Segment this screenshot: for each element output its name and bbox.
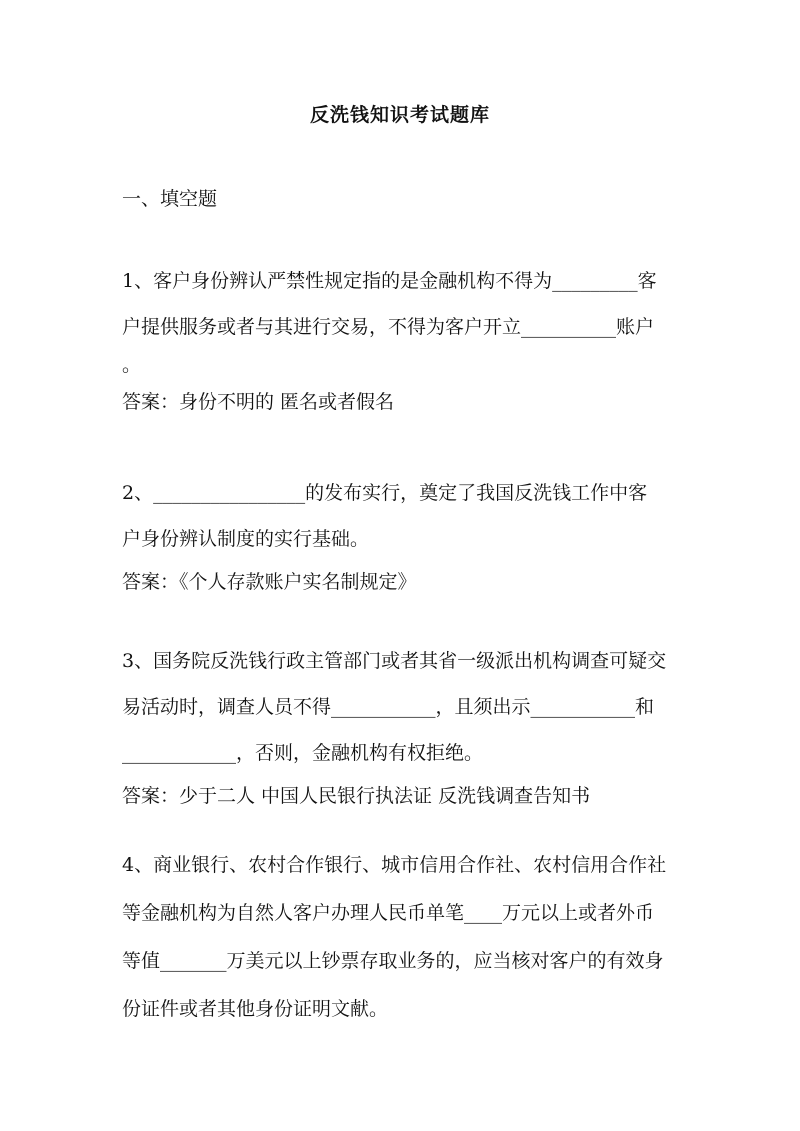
document-title: 反洗钱知识考试题库 [309,104,490,126]
question-line: 户提供服务或者与其进行交易，不得为客户开立__________账户 [122,316,655,338]
question-line: 易活动时，调查人员不得___________，且须出示___________和 [122,696,655,718]
question-line: 户身份辨认制度的实行基础。 [122,528,370,550]
question-line: 等金融机构为自然人客户办理人民币单笔____万元以上或者外币 [122,902,655,924]
question-line: 3、国务院反洗钱行政主管部门或者其省一级派出机构调查可疑交 [122,650,667,672]
section-heading: 一、填空题 [122,188,218,210]
question-line: ____________，否则，金融机构有权拒绝。 [122,742,484,764]
question-line: 2、________________的发布实行，奠定了我国反洗钱工作中客 [122,482,648,504]
question-1 [122,262,682,422]
answer-text: 答案：《个人存款账户实名制规定》 [122,571,417,593]
answer-text: 答案：身份不明的 匿名或者假名 [122,391,395,413]
question-line: 等值_______万美元以上钞票存取业务的，应当核对客户的有效身 [122,950,664,972]
question-line: 。 [122,354,142,376]
question-line: 4、商业银行、农村合作银行、城市信用合作社、农村信用合作社 [122,854,667,876]
question-line: 1、客户身份辨认严禁性规定指的是金融机构不得为_________客 [122,270,657,292]
question-3 [122,642,682,816]
question-4 [122,846,682,1028]
question-line: 份证件或者其他身份证明文献。 [122,998,389,1020]
answer-text: 答案：少于二人 中国人民银行执法证 反洗钱调查告知书 [122,785,591,807]
question-2 [122,474,682,602]
